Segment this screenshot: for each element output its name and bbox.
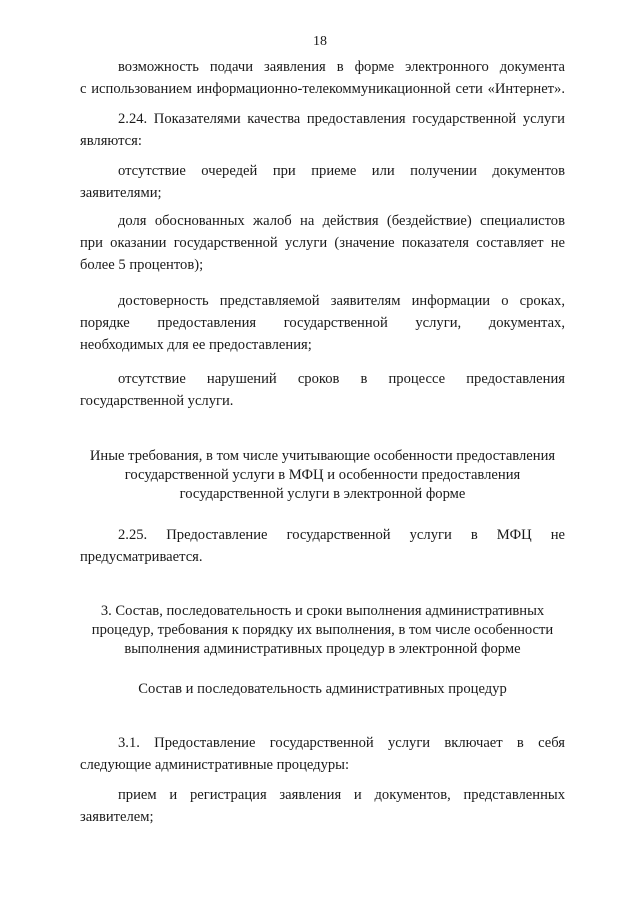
text-line: достоверность представляемой заявителям информации о сроках,: [118, 293, 565, 309]
text-line: отсутствие очередей при приеме или получении документов: [118, 163, 565, 179]
section-heading-other-requirements: [70, 447, 575, 504]
text-line: возможность подачи заявления в форме электронного документа: [118, 59, 565, 75]
text-line: прием и регистрация заявления и документов, представленных: [118, 787, 565, 803]
heading-line: процедур, требования к порядку их выполнения, в том числе особенности: [91, 622, 554, 638]
text-line: при оказании государственной услуги (значение показателя составляет не: [80, 235, 565, 251]
heading-line: выполнения административных процедур в электронной форме: [124, 641, 521, 657]
section-heading-3: [70, 602, 575, 659]
heading-line: Состав и последовательность административных процедур: [138, 681, 507, 697]
text-line: 2.25. Предоставление государственной услуги в МФЦ не: [118, 527, 565, 543]
subsection-heading-procedures: [70, 680, 575, 699]
text-line: государственной услуги.: [80, 393, 234, 409]
text-line: заявителями;: [80, 185, 162, 201]
paragraph-3-1: [80, 732, 565, 776]
text-line: следующие административные процедуры:: [80, 757, 350, 773]
paragraph-2-25: [80, 524, 565, 568]
paragraph-complaints-share: [80, 210, 565, 276]
paragraph-no-deadline-violations: [80, 368, 565, 412]
text-line: порядке предоставления государственной услуги, документах,: [80, 315, 565, 331]
paragraph-reception-registration: [80, 784, 565, 828]
text-line: 3.1. Предоставление государственной услуги включает в себя: [118, 735, 565, 751]
heading-line: государственной услуги в МФЦ и особенности предоставления: [124, 467, 521, 483]
text-line: с использованием информационно-телекоммуникационной сети «Интернет».: [80, 81, 565, 97]
paragraph-electronic-submission: [80, 56, 565, 100]
page-number: 18: [313, 34, 327, 49]
text-line: более 5 процентов);: [80, 257, 204, 273]
heading-line: Иные требования, в том числе учитывающие особенности предоставления: [89, 448, 556, 464]
paragraph-2-24: [80, 108, 565, 152]
text-line: доля обоснованных жалоб на действия (бездействие) специалистов: [118, 213, 565, 229]
paragraph-information-reliability: [80, 290, 565, 356]
text-line: предусматривается.: [80, 549, 203, 565]
heading-line: 3. Состав, последовательность и сроки выполнения административных: [100, 603, 545, 619]
text-line: 2.24. Показателями качества предоставления государственной услуги: [118, 111, 565, 127]
text-line: отсутствие нарушений сроков в процессе предоставления: [118, 371, 565, 387]
text-line: необходимых для ее предоставления;: [80, 337, 312, 353]
paragraph-no-queues: [80, 160, 565, 204]
heading-line: государственной услуги в электронной форме: [179, 486, 466, 502]
text-line: являются:: [80, 133, 142, 149]
text-line: заявителем;: [80, 809, 154, 825]
